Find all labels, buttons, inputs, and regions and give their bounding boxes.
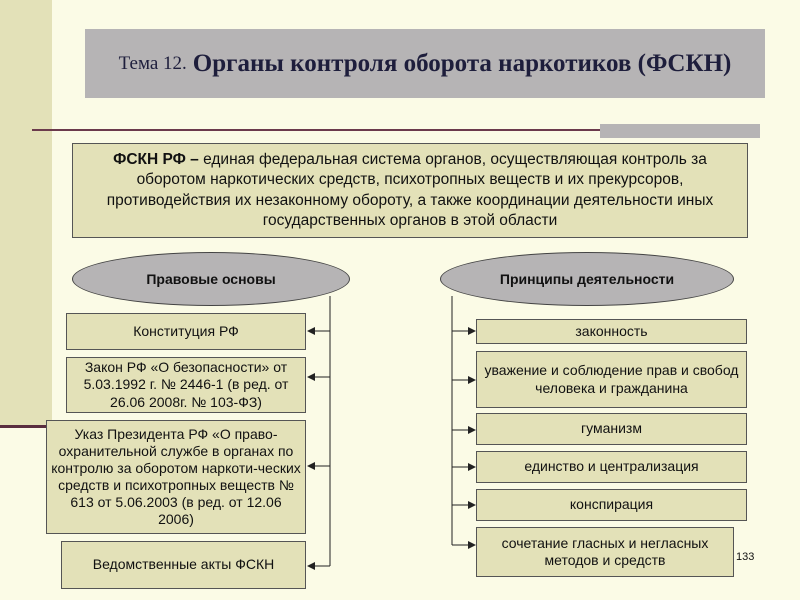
- principle-text: уважение и соблюдение прав и свобод человека и гражданина: [484, 362, 739, 396]
- principle-human-rights: [476, 351, 747, 408]
- principle-text: законность: [575, 322, 648, 339]
- principles-label: Принципы деятельности: [499, 271, 675, 287]
- definition-term: ФСКН РФ –: [113, 150, 199, 168]
- principle-secrecy: [476, 489, 747, 521]
- principle-methods: [476, 527, 734, 577]
- page-title: Органы контроля оборота наркотиков (ФСКН): [192, 49, 732, 77]
- legal-item-presidential-decree: [46, 420, 306, 534]
- title-prefix: Тема 12.: [118, 52, 187, 74]
- principle-text: гуманизм: [581, 420, 642, 437]
- legal-item-text: Указ Президента РФ «О право-охранительной службе в органах по контролю за оборотом наркоти-ческих средств и психотропных веществ № 613 от 5.06.2003 (в ред. от 12.06 2006): [51, 425, 301, 528]
- definition-text: единая федеральная система органов, осуществляющая контроль за оборотом наркотических средств, психотропных веществ и их прекурсоров, противодействия их незаконному обороту, а также координации деятельности иных государственных органов в этой области: [106, 150, 714, 229]
- legal-item-text: Закон РФ «О безопасности» от 5.03.1992 г. № 2446-1 (в ред. от 26.06 2008г. № 103-ФЗ): [83, 359, 289, 410]
- legal-item-departmental-acts: [61, 541, 306, 589]
- legal-item-text: Ведомственные акты ФСКН: [92, 556, 275, 573]
- principle-legality: [476, 319, 747, 344]
- legal-item-security-law: [66, 357, 306, 413]
- legal-item-constitution: [66, 313, 306, 350]
- principle-text: конспирация: [569, 496, 654, 513]
- principle-unity-centralization: [476, 451, 747, 483]
- legal-item-text: Конституция РФ: [133, 322, 239, 339]
- principle-humanism: [476, 413, 747, 445]
- page-number: 133: [736, 551, 755, 563]
- principle-text: сочетание гласных и негласных методов и средств: [501, 534, 709, 568]
- legal-basis-label: Правовые основы: [146, 271, 276, 287]
- principle-text: единство и централизация: [524, 458, 699, 475]
